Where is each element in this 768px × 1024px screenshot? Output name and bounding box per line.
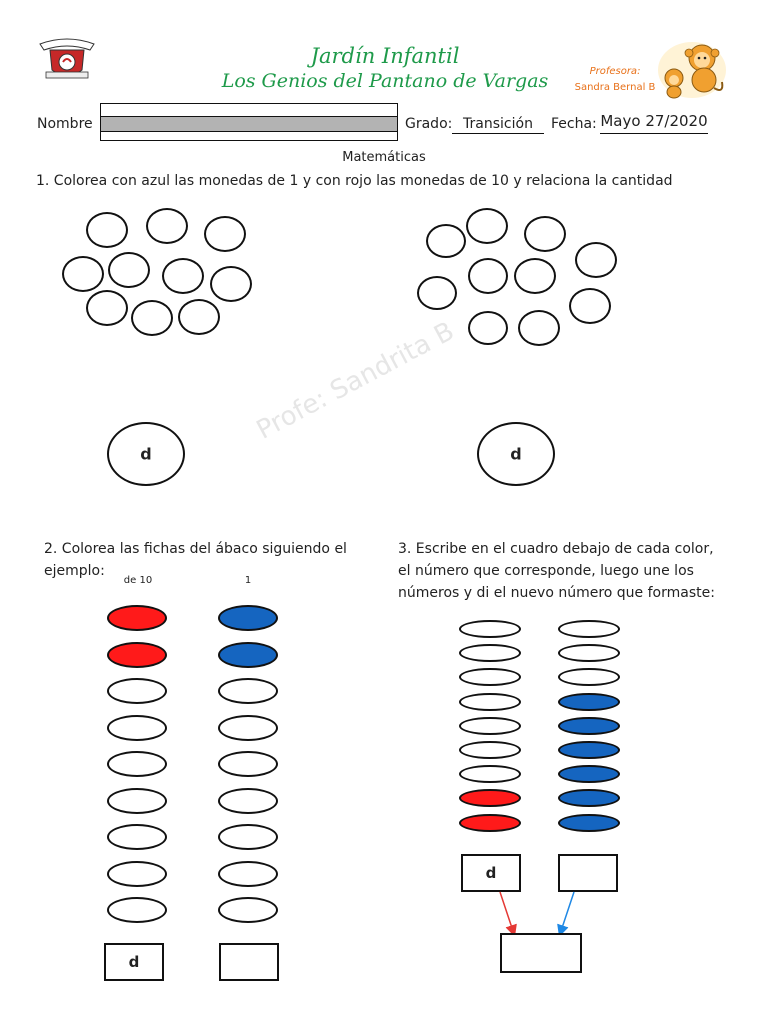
abacus-bead[interactable] xyxy=(459,814,521,832)
q3-ones-column xyxy=(558,620,622,832)
abacus-bead[interactable] xyxy=(459,644,521,662)
q3-result-box[interactable] xyxy=(500,933,582,973)
abacus-bead[interactable] xyxy=(459,620,521,638)
coin[interactable] xyxy=(575,242,617,278)
grado-label: Grado: xyxy=(405,116,453,132)
abacus-bead[interactable] xyxy=(558,644,620,662)
coin[interactable] xyxy=(417,276,457,310)
nombre-label: Nombre xyxy=(37,116,93,132)
nombre-field[interactable] xyxy=(100,103,398,141)
abacus-bead[interactable] xyxy=(218,788,278,814)
abacus-bead[interactable] xyxy=(218,897,278,923)
q3-ones-answer-box[interactable] xyxy=(558,854,618,892)
coin[interactable] xyxy=(426,224,466,258)
q1-instruction: 1. Colorea con azul las monedas de 1 y con rojo las monedas de 10 y relaciona la cantidad xyxy=(36,173,673,189)
abacus-bead[interactable] xyxy=(218,605,278,631)
teacher-name: Sandra Bernal B xyxy=(574,82,656,93)
fecha-value[interactable]: Mayo 27/2020 xyxy=(600,112,708,134)
abacus-bead[interactable] xyxy=(107,605,167,631)
q2-ones-answer-box[interactable] xyxy=(219,943,279,981)
abacus-bead[interactable] xyxy=(107,751,167,777)
q3-tens-answer-text: d xyxy=(485,864,497,882)
abacus-bead[interactable] xyxy=(558,814,620,832)
coin[interactable] xyxy=(62,256,104,292)
q2-ones-column xyxy=(218,605,280,935)
coin[interactable] xyxy=(86,212,128,248)
coin[interactable] xyxy=(569,288,611,324)
q3-tens-column xyxy=(459,620,523,832)
abacus-bead[interactable] xyxy=(218,861,278,887)
abacus-bead[interactable] xyxy=(459,693,521,711)
abacus-bead[interactable] xyxy=(558,765,620,783)
q1-answer-left-text: d xyxy=(140,444,152,464)
abacus-bead[interactable] xyxy=(218,824,278,850)
abacus-bead[interactable] xyxy=(558,789,620,807)
abacus-bead[interactable] xyxy=(459,789,521,807)
abacus-bead[interactable] xyxy=(107,897,167,923)
abacus-bead[interactable] xyxy=(558,717,620,735)
coin[interactable] xyxy=(468,258,508,294)
q3-instruction-line3: números y di el nuevo número que formaste: xyxy=(398,585,715,601)
abacus-bead[interactable] xyxy=(218,642,278,668)
q1-answer-circle-right[interactable] xyxy=(477,422,555,486)
coin[interactable] xyxy=(108,252,150,288)
coin[interactable] xyxy=(86,290,128,326)
abacus-bead[interactable] xyxy=(107,715,167,741)
abacus-bead[interactable] xyxy=(459,741,521,759)
coin[interactable] xyxy=(518,310,560,346)
coin[interactable] xyxy=(146,208,188,244)
abacus-bead[interactable] xyxy=(459,717,521,735)
q3-instruction-line2: el número que corresponde, luego une los xyxy=(398,563,694,579)
q1-answer-circle-left[interactable] xyxy=(107,422,185,486)
q1-answer-right-text: d xyxy=(510,444,522,464)
q2-tens-column-label: de 10 xyxy=(123,575,153,586)
school-title-line2: Los Genios del Pantano de Vargas xyxy=(221,70,549,92)
q2-tens-answer-text: d xyxy=(128,953,140,971)
abacus-bead[interactable] xyxy=(107,678,167,704)
abacus-bead[interactable] xyxy=(107,861,167,887)
q3-instruction-line1: 3. Escribe en el cuadro debajo de cada color, xyxy=(398,541,714,557)
fecha-label: Fecha: xyxy=(551,116,597,132)
teacher-label: Profesora: xyxy=(589,66,641,77)
abacus-bead[interactable] xyxy=(459,668,521,686)
q3-tens-answer-box[interactable] xyxy=(461,854,521,892)
coin[interactable] xyxy=(131,300,173,336)
abacus-bead[interactable] xyxy=(459,765,521,783)
q2-ones-column-label: 1 xyxy=(244,575,252,586)
abacus-bead[interactable] xyxy=(218,678,278,704)
coin[interactable] xyxy=(514,258,556,294)
coin[interactable] xyxy=(524,216,566,252)
coin[interactable] xyxy=(466,208,508,244)
abacus-bead[interactable] xyxy=(107,788,167,814)
coin[interactable] xyxy=(162,258,204,294)
q2-instruction-line2: ejemplo: xyxy=(44,563,105,579)
abacus-bead[interactable] xyxy=(218,715,278,741)
q2-tens-answer-box[interactable] xyxy=(104,943,164,981)
abacus-bead[interactable] xyxy=(107,824,167,850)
q2-instruction-line1: 2. Colorea las fichas del ábaco siguiendo el xyxy=(44,541,347,557)
nombre-field-bar xyxy=(101,116,397,132)
coin[interactable] xyxy=(210,266,252,302)
coin[interactable] xyxy=(204,216,246,252)
abacus-bead[interactable] xyxy=(558,668,620,686)
blue-arrow xyxy=(560,892,574,934)
monkey-illustration xyxy=(652,38,728,100)
abacus-bead[interactable] xyxy=(558,741,620,759)
abacus-bead[interactable] xyxy=(218,751,278,777)
subject-heading: Matemáticas xyxy=(342,150,426,165)
school-title-line1: Jardín Infantil xyxy=(310,44,460,68)
abacus-bead[interactable] xyxy=(107,642,167,668)
q2-tens-column xyxy=(107,605,169,935)
watermark-text: Profe: Sandrita B xyxy=(251,316,460,446)
red-arrow xyxy=(500,892,514,934)
coin[interactable] xyxy=(468,311,508,345)
school-logo xyxy=(36,34,98,84)
grado-value[interactable]: Transición xyxy=(452,116,544,134)
abacus-bead[interactable] xyxy=(558,620,620,638)
coin[interactable] xyxy=(178,299,220,335)
abacus-bead[interactable] xyxy=(558,693,620,711)
